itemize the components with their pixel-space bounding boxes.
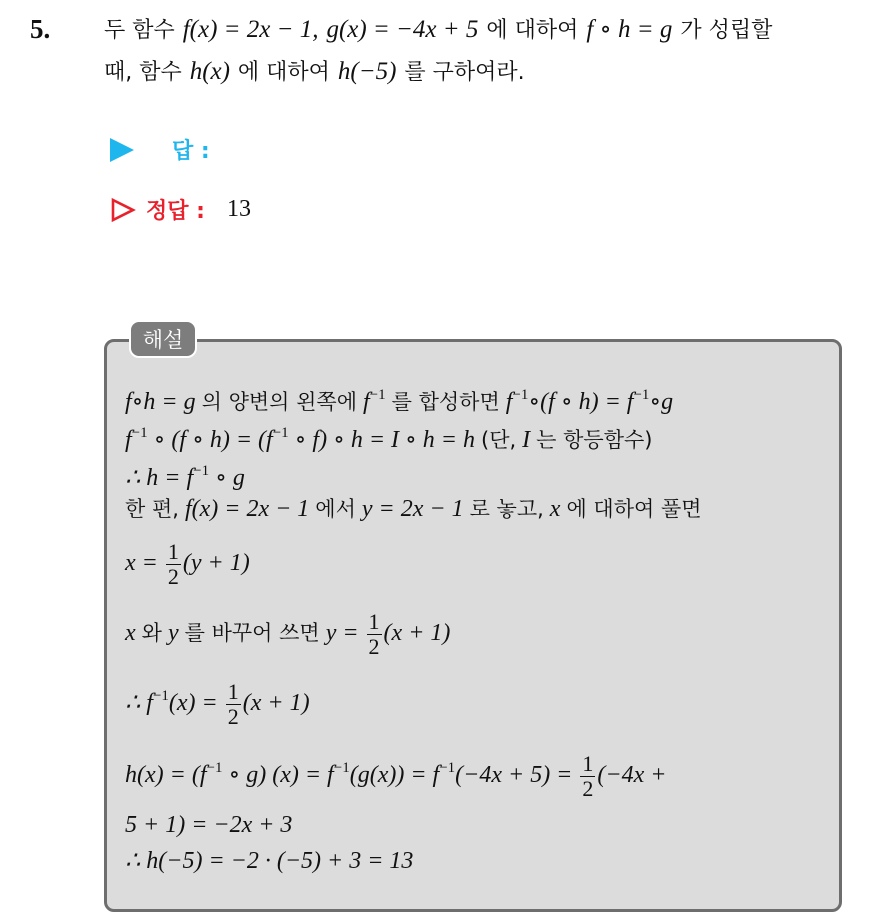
math: (x) =: [168, 690, 218, 717]
math: (−4x +: [597, 762, 667, 789]
math: ∴ h(−5) = −2 · (−5) + 3 = 13: [125, 848, 414, 874]
superscript: −1: [512, 387, 529, 403]
math: h(x) = (f: [125, 762, 207, 789]
math: ∘(f ∘ h) = f: [528, 389, 634, 415]
math: (x + 1): [383, 620, 451, 647]
question-line-1: [104, 14, 772, 46]
math: x: [549, 496, 561, 522]
solution-text: (단,: [481, 428, 517, 452]
question-text: 에 대하여: [486, 18, 579, 43]
solution-line-9: [125, 810, 292, 840]
superscript: −1: [206, 760, 223, 777]
superscript: −1: [333, 760, 350, 777]
superscript: −1: [369, 387, 386, 403]
math: f: [363, 389, 370, 415]
math: y =: [325, 620, 359, 647]
math: ∘ f) ∘ h = I ∘ h = h: [294, 427, 475, 453]
math: (g(x)) = f: [349, 762, 440, 789]
solution-line-6: [125, 610, 450, 659]
solution-text: 를 바꾸어 쓰면: [184, 621, 320, 646]
math: ∘ (f ∘ h) = (f: [153, 427, 273, 453]
fraction-numerator: 1: [582, 751, 594, 776]
fraction-denominator: 2: [227, 704, 239, 729]
question-text: 두 함수: [104, 18, 175, 43]
math-composition: f ∘ h = g: [586, 16, 673, 43]
math: y = 2x − 1: [361, 496, 464, 522]
solution-line-8: [125, 752, 666, 801]
question-text: 를 구하여라.: [404, 60, 525, 85]
fraction-numerator: 1: [167, 539, 179, 564]
fraction: [580, 752, 595, 801]
math: ∘g: [649, 389, 674, 415]
math-g: g(x) = −4x + 5: [326, 16, 479, 43]
superscript: −1: [193, 463, 210, 479]
question-text: 때, 함수: [104, 60, 182, 85]
solution-line-5: [125, 540, 250, 589]
answer-row: [110, 134, 232, 165]
correct-answer-row: [110, 194, 251, 225]
fraction-denominator: 2: [582, 776, 594, 801]
question-text: 가 성립할: [680, 18, 773, 43]
superscript: −1: [633, 387, 650, 403]
solution-text: 에서: [315, 497, 356, 521]
fraction-numerator: 1: [227, 679, 239, 704]
math: ∘ g: [215, 465, 245, 491]
solution-text: 한 편,: [125, 497, 179, 521]
outline-triangle-icon: [110, 197, 136, 223]
question-number: 5.: [30, 14, 51, 44]
fraction: [367, 610, 382, 659]
solution-text: 의 양변의 왼쪽에: [201, 390, 357, 414]
solution-line-3: [125, 456, 245, 493]
fraction: [166, 540, 181, 589]
math: f: [125, 427, 132, 453]
math: (−4x + 5) =: [455, 762, 573, 789]
play-icon: [110, 138, 134, 162]
math-h: h(x): [189, 58, 230, 85]
math: x =: [125, 550, 158, 577]
solution-text: 로 놓고,: [469, 497, 544, 521]
math-f: f(x) = 2x − 1,: [182, 16, 319, 43]
fraction-denominator: 2: [167, 564, 179, 589]
solution-text: 를 합성하면: [391, 390, 500, 414]
math: y: [167, 620, 179, 647]
solution-line-2: [125, 418, 652, 455]
fraction: [226, 680, 241, 729]
superscript: −1: [131, 425, 148, 441]
superscript: −1: [439, 760, 456, 777]
superscript: −1: [272, 425, 289, 441]
solution-text: 는 항등함수): [536, 428, 653, 452]
math: f: [505, 389, 513, 415]
math: 5 + 1) = −2x + 3: [125, 812, 293, 838]
solution-line-1: [125, 380, 673, 417]
superscript: −1: [152, 688, 169, 705]
solution-line-7: [125, 680, 310, 729]
math: I: [522, 427, 531, 453]
solution-line-10: [125, 846, 413, 876]
math-h-minus5: h(−5): [337, 58, 397, 85]
solution-line-4: [125, 494, 702, 524]
solution-tab: 해설: [129, 320, 197, 358]
answer-label: 답 :: [172, 139, 210, 164]
fraction-denominator: 2: [368, 634, 380, 659]
question-text: 에 대하여: [237, 60, 330, 85]
correct-answer-label: 정답 :: [146, 199, 205, 224]
math: x: [125, 620, 136, 647]
math: ∘ g) (x) = f: [228, 762, 334, 789]
correct-answer-value: 13: [226, 196, 251, 222]
math: ∴ h = f: [125, 465, 194, 491]
math: f(x) = 2x − 1: [184, 496, 310, 522]
math: (y + 1): [182, 550, 250, 577]
question-line-2: [104, 56, 525, 88]
math: f∘h = g: [125, 389, 196, 415]
solution-text: 와: [141, 621, 162, 646]
solution-text: 에 대하여 풀면: [566, 497, 702, 521]
fraction-numerator: 1: [368, 609, 380, 634]
math: (x + 1): [242, 690, 310, 717]
math: ∴ f: [125, 690, 153, 717]
